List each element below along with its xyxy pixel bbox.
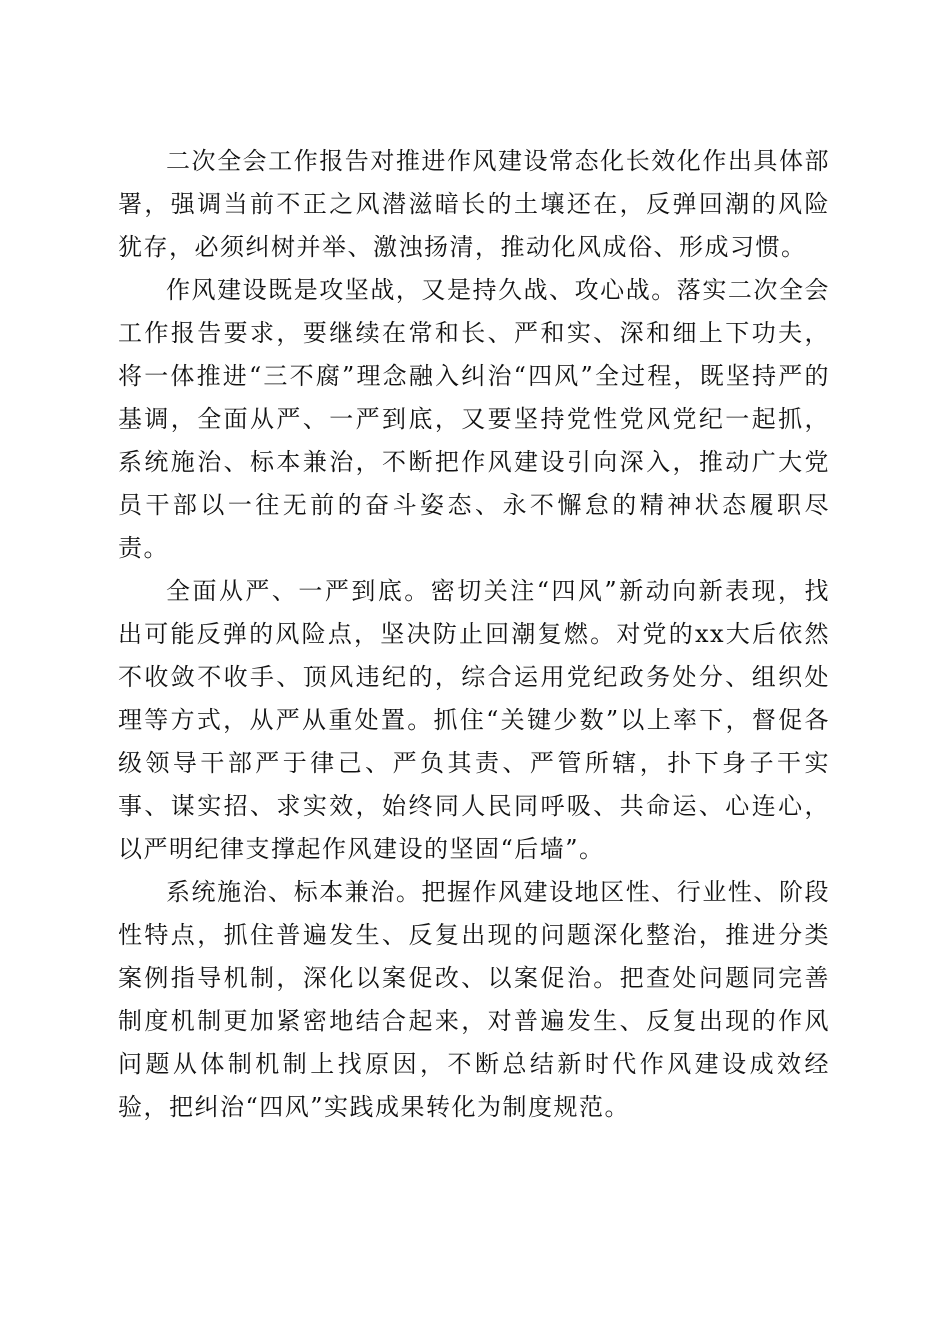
paragraph-1: 二次全会工作报告对推进作风建设常态化长效化作出具体部署，强调当前不正之风潜滋暗长的土壤还在，反弹回潮的风险犹存，必须纠树并举、激浊扬清，推动化风成俗、形成习惯。 xyxy=(118,147,830,261)
paragraph-4: 系统施治、标本兼治。把握作风建设地区性、行业性、阶段性特点，抓住普遍发生、反复出现的问题深化整治，推进分类案例指导机制，深化以案促改、以案促治。把查处问题同完善制度机制更加紧密地结合起来，对普遍发生、反复出现的作风问题从体制机制上找原因，不断总结新时代作风建设成效经验，把纠治“四风”实践成果转化为制度规范。 xyxy=(118,878,830,1121)
paragraph-2: 作风建设既是攻坚战，又是持久战、攻心战。落实二次全会工作报告要求，要继续在常和长、严和实、深和细上下功夫，将一体推进“三不腐”理念融入纠治“四风”全过程，既坚持严的基调，全面从严、一严到底，又要坚持党性党风党纪一起抓，系统施治、标本兼治，不断把作风建设引向深入，推动广大党员干部以一往无前的奋斗姿态、永不懈怠的精神状态履职尽责。 xyxy=(118,276,830,562)
paragraph-3: 全面从严、一严到底。密切关注“四风”新动向新表现，找出可能反弹的风险点，坚决防止回潮复燃。对党的xx大后依然不收敛不收手、顶风违纪的，综合运用党纪政务处分、组织处理等方式，从严从重处置。抓住“关键少数”以上率下，督促各级领导干部严于律己、严负其责、严管所辖，扑下身子干实事、谋实招、求实效，始终同人民同呼吸、共命运、心连心，以严明纪律支撑起作风建设的坚固“后墙”。 xyxy=(118,577,830,863)
document-body xyxy=(118,140,830,1129)
